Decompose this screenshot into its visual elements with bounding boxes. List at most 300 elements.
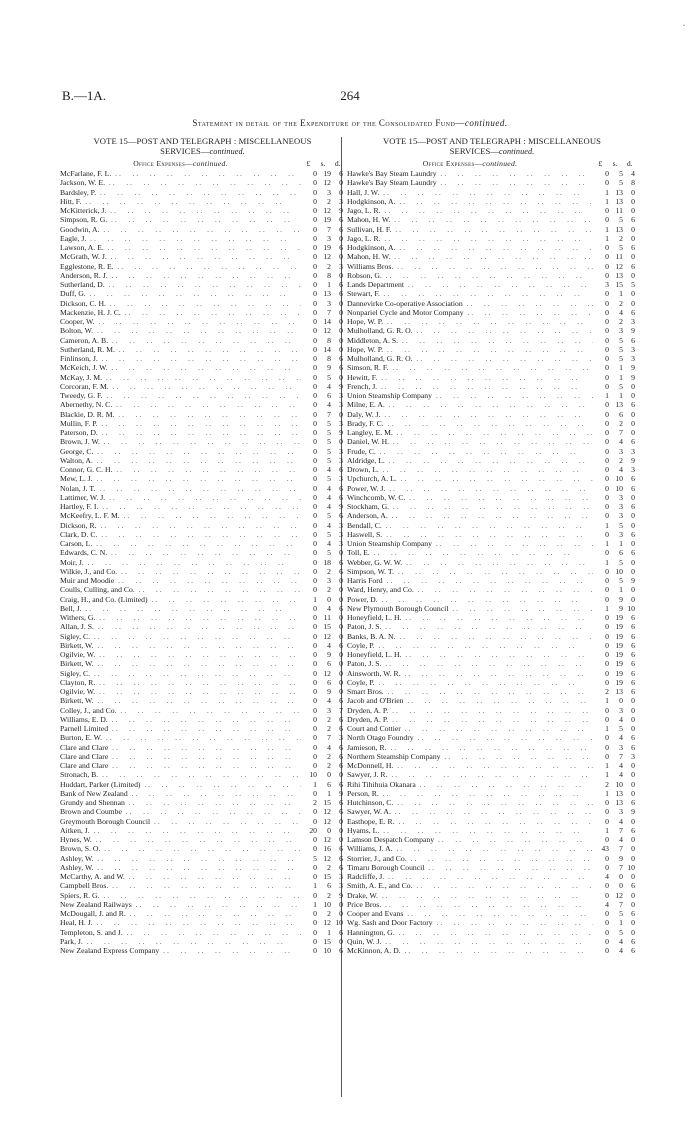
- table-row: [347, 613, 637, 622]
- amount-pence: 0: [339, 233, 343, 243]
- amount: [301, 715, 345, 724]
- amount-pounds: 0: [605, 927, 609, 937]
- payee-name: Lands Department . .: [347, 280, 593, 289]
- section-continued: continued.: [482, 159, 518, 168]
- payee-name: Bardsley, P. . .: [60, 188, 301, 197]
- amount-pounds: 0: [313, 344, 317, 354]
- payee-name: Clayton, R. . .: [60, 678, 301, 687]
- amount-pounds: 0: [605, 566, 609, 576]
- table-row: [347, 428, 637, 437]
- table-row: [60, 604, 345, 613]
- amount-shillings: 2: [619, 418, 623, 428]
- payee-name: Stockham, G. . .: [347, 502, 593, 511]
- amount: [301, 493, 345, 502]
- amount-pounds: 0: [313, 446, 317, 456]
- amount: [301, 844, 345, 853]
- payee-name: Eagle, J. . .: [60, 234, 301, 243]
- amount-pence: 6: [339, 566, 343, 576]
- amount: [593, 299, 637, 308]
- amount-pounds: 2: [605, 779, 609, 789]
- payee-name: New Zealand Express Company . .: [60, 946, 301, 955]
- table-row: [60, 835, 345, 844]
- payee-name: Cooper and Evans . .: [347, 909, 593, 918]
- amount-shillings: 1: [619, 918, 623, 928]
- amount-shillings: 5: [619, 344, 623, 354]
- table-row: [347, 687, 637, 696]
- payee-name: Banks, B. A. N. . .: [347, 632, 593, 641]
- amount-pence: 6: [339, 483, 343, 493]
- payee-name: Wg. Sash and Door Factory . .: [347, 918, 593, 927]
- amount-pence: 6: [631, 529, 635, 539]
- payee-name: Clark, D. C. . .: [60, 530, 301, 539]
- amount-pounds: 0: [313, 474, 317, 484]
- amount-pence: 9: [631, 807, 635, 817]
- amount: [301, 937, 345, 946]
- amount-pence: 0: [339, 187, 343, 197]
- amount-pounds: 0: [313, 566, 317, 576]
- payee-name: Paton, J. S. . .: [347, 659, 593, 668]
- amount-shillings: 9: [327, 363, 331, 373]
- payee-name: Sigley, C. . .: [60, 669, 301, 678]
- amount-shillings: 10: [615, 474, 623, 484]
- amount-pounds: 0: [313, 918, 317, 928]
- payee-name: Jago, L. R. . .: [347, 234, 593, 243]
- amount-pence: 6: [339, 946, 343, 955]
- amount: [593, 419, 637, 428]
- amount-shillings: 5: [619, 724, 623, 733]
- amount: [593, 206, 637, 215]
- amount-pounds: 0: [605, 668, 609, 678]
- table-row: [347, 271, 637, 280]
- payee-name: Bell, J. . .: [60, 604, 301, 613]
- amount-shillings: 5: [327, 455, 331, 465]
- amount-shillings: 19: [615, 640, 623, 650]
- amount-pence: 6: [631, 881, 635, 891]
- amount-pounds: 2: [605, 687, 609, 696]
- amount-shillings: 15: [323, 872, 331, 881]
- amount-pence: 0: [339, 307, 343, 317]
- table-row: [347, 363, 637, 372]
- amount: [593, 595, 637, 604]
- amount: [301, 650, 345, 659]
- amount: [301, 521, 345, 530]
- table-row: [347, 650, 637, 659]
- table-row: [60, 909, 345, 918]
- payee-name: Clare and Clare . .: [60, 761, 301, 770]
- amount: [301, 271, 345, 280]
- amount: [301, 188, 345, 197]
- amount-shillings: 4: [619, 714, 623, 724]
- payee-name: Frude, C. . .: [347, 447, 593, 456]
- pound-header: £: [306, 159, 311, 168]
- pound-header: £: [598, 159, 603, 168]
- payee-name: Cameron, A. B. . .: [60, 336, 301, 345]
- amount-pence: 0: [631, 418, 635, 428]
- amount: [301, 946, 345, 955]
- amount: [593, 502, 637, 511]
- amount-shillings: 13: [615, 187, 623, 197]
- amount-pounds: 0: [605, 437, 609, 447]
- pence-header: d.: [626, 159, 633, 168]
- table-row: [347, 817, 637, 826]
- table-row: [60, 336, 345, 345]
- amount-pounds: 0: [605, 326, 609, 336]
- payee-name: Coyle, P. . .: [347, 641, 593, 650]
- amount-pounds: 0: [313, 687, 317, 696]
- amount-shillings: 5: [619, 909, 623, 918]
- amount: [301, 780, 345, 789]
- table-row: [347, 669, 637, 678]
- amount-pounds: 0: [313, 307, 317, 317]
- amount-pounds: 0: [605, 381, 609, 391]
- table-row: [347, 576, 637, 585]
- amount-pence: 0: [631, 187, 635, 197]
- amount-shillings: 5: [327, 446, 331, 456]
- amount-shillings: 4: [327, 492, 331, 502]
- amount-pence: 6: [631, 622, 635, 632]
- amount-shillings: 5: [619, 215, 623, 225]
- amount-pence: 0: [339, 252, 343, 262]
- table-row: [347, 761, 637, 770]
- amount-pence: 6: [631, 437, 635, 447]
- amount-pence: 0: [631, 788, 635, 798]
- amount: [301, 576, 345, 585]
- right-column: [347, 137, 637, 955]
- amount-pence: 6: [631, 909, 635, 918]
- amount-shillings: 5: [619, 381, 623, 391]
- amount-pence: 3: [339, 455, 343, 465]
- amount-shillings: 14: [323, 344, 331, 354]
- amount-pence: 0: [631, 853, 635, 863]
- table-row: [60, 733, 345, 742]
- amount-shillings: 19: [615, 650, 623, 659]
- payee-name: Honeyfield, L. H. . .: [347, 613, 593, 622]
- amount-pence: 3: [339, 733, 343, 743]
- payee-name: McGrath, W. J. . .: [60, 252, 301, 261]
- amount-pounds: 0: [605, 751, 609, 761]
- amount-pence: 9: [339, 428, 343, 437]
- amount-pounds: 0: [605, 169, 609, 178]
- amount-pence: 0: [339, 825, 343, 835]
- table-row: [60, 308, 345, 317]
- amount: [301, 299, 345, 308]
- amount-shillings: 4: [619, 437, 623, 447]
- amount-shillings: 12: [615, 890, 623, 900]
- amount: [593, 354, 637, 363]
- amount-pence: 0: [339, 770, 343, 780]
- amount-shillings: 12: [323, 252, 331, 262]
- amount-pence: 7: [339, 705, 343, 715]
- amount-shillings: 4: [327, 381, 331, 391]
- amount: [593, 225, 637, 234]
- amount-pence: 6: [631, 548, 635, 558]
- amount: [301, 206, 345, 215]
- amount-pounds: 1: [313, 594, 317, 604]
- table-row: [347, 946, 637, 955]
- payee-name: Hannington, G. . .: [347, 928, 593, 937]
- payee-name: Wilkie, J., and Co. . .: [60, 567, 301, 576]
- amount-pence: 0: [631, 705, 635, 715]
- document-reference: B.—1A.: [62, 88, 107, 103]
- table-row: [347, 604, 637, 613]
- amount-pounds: 2: [313, 798, 317, 807]
- amount-pence: 0: [339, 409, 343, 419]
- amount-shillings: 11: [615, 206, 623, 215]
- table-row: [347, 770, 637, 779]
- amount: [301, 770, 345, 779]
- amount-shillings: 2: [327, 714, 331, 724]
- payee-name: Connor, G. C. H. . .: [60, 465, 301, 474]
- table-row: [347, 567, 637, 576]
- amount-pounds: 0: [605, 502, 609, 511]
- amount-pounds: 0: [313, 622, 317, 632]
- payee-name: Blackie, D. R. M. . .: [60, 410, 301, 419]
- table-row: [60, 178, 345, 187]
- amount-shillings: 3: [619, 529, 623, 539]
- amount-shillings: 0: [619, 696, 623, 706]
- amount-shillings: 19: [615, 659, 623, 669]
- amount: [301, 696, 345, 705]
- amount-shillings: 15: [323, 622, 331, 632]
- amount: [593, 863, 637, 872]
- amount-pence: 0: [339, 372, 343, 382]
- amount-pounds: 0: [313, 631, 317, 641]
- amount: [593, 243, 637, 252]
- table-row: [60, 585, 345, 594]
- payee-name: Drake, W. . .: [347, 891, 593, 900]
- payee-name: Hewitt, F. . .: [347, 373, 593, 382]
- amount-pence: 9: [631, 372, 635, 382]
- table-row: [347, 400, 637, 409]
- amount-pence: 6: [631, 483, 635, 493]
- amount-pence: 3: [631, 317, 635, 326]
- amount-pounds: 0: [605, 298, 609, 308]
- amount: [593, 743, 637, 752]
- amount: [301, 807, 345, 816]
- payee-name: Craig, H., and Co. (Limited) . .: [60, 595, 301, 604]
- amount-pounds: 0: [313, 437, 317, 447]
- amount-pounds: 0: [605, 659, 609, 669]
- table-row: [60, 576, 345, 585]
- table-row: [347, 197, 637, 206]
- payee-name: Williams Bros. . .: [347, 262, 593, 271]
- amount-pounds: 0: [605, 178, 609, 188]
- amount-shillings: 5: [619, 243, 623, 252]
- amount-shillings: 12: [323, 853, 331, 863]
- shilling-header: s.: [612, 159, 618, 168]
- amount-pence: 6: [631, 687, 635, 696]
- payee-name: Greymouth Borough Council . .: [60, 817, 301, 826]
- amount: [301, 752, 345, 761]
- amount-pence: 6: [339, 465, 343, 474]
- payee-name: McCarthy, A. and W. . .: [60, 872, 301, 881]
- vote-title: [347, 137, 637, 156]
- payee-name: Williams, E. D. . .: [60, 715, 301, 724]
- payee-name: Huddart, Parker (Limited) . .: [60, 780, 301, 789]
- payee-name: Nonpariel Cycle and Motor Company . .: [347, 308, 593, 317]
- amount: [301, 641, 345, 650]
- amount-pounds: 0: [313, 659, 317, 669]
- amount-shillings: 8: [327, 335, 331, 345]
- amount-shillings: 4: [619, 835, 623, 844]
- amount-pounds: 0: [605, 317, 609, 326]
- amount-shillings: 2: [327, 909, 331, 918]
- payee-name: Mullin, F. P. . .: [60, 419, 301, 428]
- amount-pence: 4: [631, 169, 635, 178]
- payee-name: Brown and Coumbe . .: [60, 807, 301, 816]
- amount-pounds: 0: [605, 354, 609, 363]
- amount-pounds: 0: [605, 492, 609, 502]
- payee-name: Hartley, F. I. . .: [60, 502, 301, 511]
- amount: [301, 410, 345, 419]
- amount-shillings: 13: [615, 400, 623, 410]
- payee-name: Upchurch, A. L. . .: [347, 474, 593, 483]
- amount: [593, 345, 637, 354]
- amount-pounds: 0: [605, 344, 609, 354]
- amount-pounds: 0: [605, 705, 609, 715]
- payee-name: Hynes, W. . .: [60, 835, 301, 844]
- payee-name: Templeton, S. and J. . .: [60, 928, 301, 937]
- amount-pounds: 0: [313, 335, 317, 345]
- amount-shillings: 19: [615, 622, 623, 632]
- amount-pounds: 0: [313, 502, 317, 511]
- amount-shillings: 4: [327, 400, 331, 410]
- payee-name: Sawyer, J. R. . .: [347, 770, 593, 779]
- amount-shillings: 19: [323, 243, 331, 252]
- payee-name: Edwards, C. N. . .: [60, 548, 301, 557]
- amount-pounds: 0: [313, 178, 317, 188]
- table-row: [60, 474, 345, 483]
- table-row: [60, 271, 345, 280]
- table-row: [347, 743, 637, 752]
- amount-pounds: 0: [313, 400, 317, 410]
- payee-name: Duff, G. . .: [60, 289, 301, 298]
- amount-pounds: 1: [605, 520, 609, 530]
- table-row: [60, 484, 345, 493]
- amount-pence: 6: [631, 307, 635, 317]
- amount-pounds: 0: [605, 270, 609, 280]
- amount-pence: 6: [339, 224, 343, 234]
- amount-pounds: 0: [605, 548, 609, 558]
- amount: [593, 881, 637, 890]
- amount: [593, 474, 637, 483]
- table-row: [60, 502, 345, 511]
- table-row: [60, 280, 345, 289]
- payee-name: Heal, H. J. . .: [60, 918, 301, 927]
- amount-pence: 0: [631, 696, 635, 706]
- amount-pounds: 0: [313, 381, 317, 391]
- table-row: [60, 743, 345, 752]
- amount-shillings: 5: [327, 437, 331, 447]
- vote-subtitle-line: [347, 147, 637, 157]
- payee-name: Quin, W. J. . .: [347, 937, 593, 946]
- amount: [301, 447, 345, 456]
- payee-name: Rihi Tihihuia Okanara . .: [347, 780, 593, 789]
- amount-pence: 9: [631, 455, 635, 465]
- amount-pounds: 1: [605, 391, 609, 400]
- table-row: [347, 863, 637, 872]
- table-row: [60, 669, 345, 678]
- amount-pence: 0: [631, 520, 635, 530]
- amount-shillings: 2: [327, 862, 331, 872]
- table-row: [347, 641, 637, 650]
- table-row: [347, 881, 637, 890]
- amount-pence: 6: [339, 724, 343, 733]
- payee-name: Lattimer, W. J. . .: [60, 493, 301, 502]
- amount: [593, 465, 637, 474]
- amount-shillings: 6: [619, 548, 623, 558]
- amount: [301, 585, 345, 594]
- amount-shillings: 3: [619, 492, 623, 502]
- amount-pence: 6: [631, 659, 635, 669]
- amount-shillings: 6: [619, 409, 623, 419]
- amount-shillings: 5: [327, 548, 331, 558]
- amount-pounds: 0: [313, 169, 317, 178]
- amount-pounds: 0: [605, 576, 609, 585]
- payee-name: Union Steamship Company . .: [347, 391, 593, 400]
- amount-pounds: 0: [605, 909, 609, 918]
- table-row: [60, 696, 345, 705]
- amount-pence: 0: [339, 936, 343, 946]
- table-row: [347, 252, 637, 261]
- amount: [593, 576, 637, 585]
- payee-name: Mew, L. J. . .: [60, 474, 301, 483]
- amount-shillings: 10: [323, 899, 331, 909]
- amount-pounds: 0: [313, 298, 317, 308]
- payee-name: Paton, J. S. . .: [347, 622, 593, 631]
- amount: [593, 567, 637, 576]
- amount-pence: 6: [631, 742, 635, 752]
- section-header: [347, 158, 637, 169]
- amount: [593, 271, 637, 280]
- table-row: [347, 280, 637, 289]
- amount-pence: 6: [631, 733, 635, 743]
- amount-pence: 6: [631, 400, 635, 410]
- amount-pounds: 1: [313, 899, 317, 909]
- amount-shillings: 13: [615, 798, 623, 807]
- payee-name: McKeich, J. W. . .: [60, 363, 301, 372]
- table-row: [60, 354, 345, 363]
- amount-pence: 3: [631, 751, 635, 761]
- amount-shillings: 3: [619, 807, 623, 817]
- amount-pence: 0: [339, 326, 343, 336]
- table-row: [60, 650, 345, 659]
- page-number: 264: [340, 88, 360, 103]
- amount-pence: 0: [339, 317, 343, 326]
- amount-shillings: 4: [619, 946, 623, 955]
- payee-name: Ainsworth, W. R. . .: [347, 669, 593, 678]
- payee-name: Abernethy, N. C. . .: [60, 400, 301, 409]
- amount: [593, 937, 637, 946]
- amount-shillings: 3: [327, 298, 331, 308]
- table-row: [60, 234, 345, 243]
- amount-shillings: 9: [327, 650, 331, 659]
- amount-pence: 3: [339, 529, 343, 539]
- amount: [301, 789, 345, 798]
- amount-pence: 0: [631, 381, 635, 391]
- table-row: [60, 391, 345, 400]
- amount-shillings: 4: [327, 640, 331, 650]
- amount: [593, 780, 637, 789]
- amount-shillings: 4: [327, 502, 331, 511]
- amount-shillings: 11: [615, 252, 623, 262]
- amount-pounds: 0: [313, 909, 317, 918]
- amount-pence: 0: [631, 872, 635, 881]
- table-row: [60, 891, 345, 900]
- table-row: [347, 206, 637, 215]
- amount-shillings: 4: [327, 696, 331, 706]
- amount-pence: 10: [627, 603, 635, 613]
